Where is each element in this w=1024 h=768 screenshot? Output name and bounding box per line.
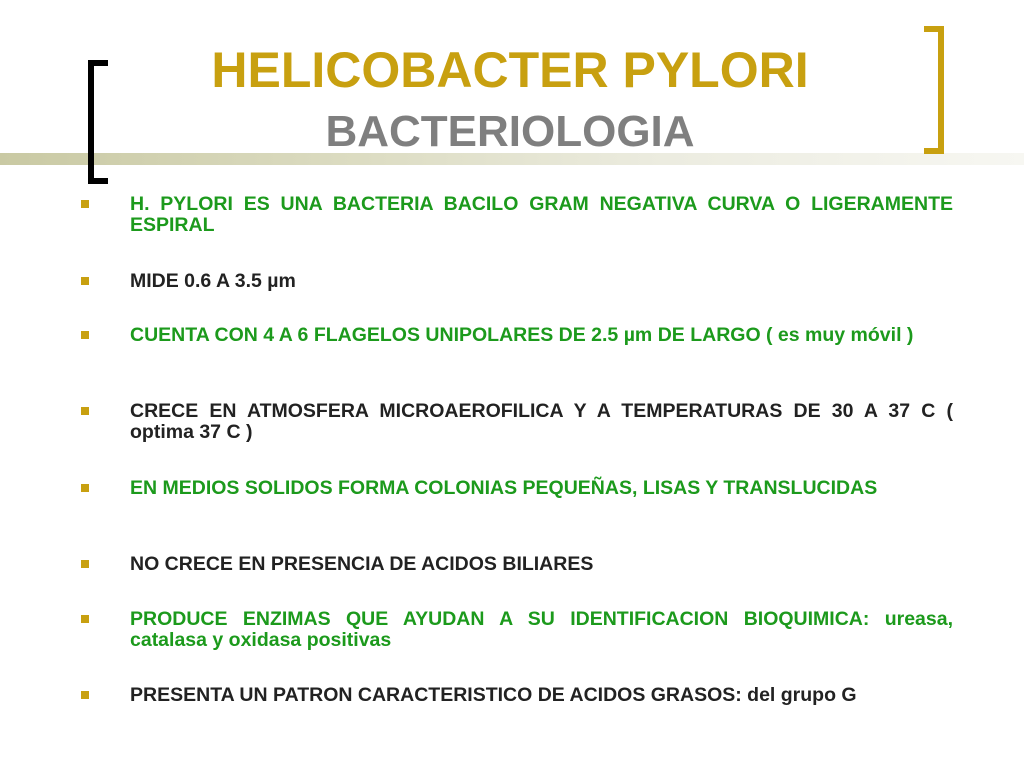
bullet-square-icon xyxy=(81,331,89,339)
bullet-text: PRODUCE ENZIMAS QUE AYUDAN A SU IDENTIFICACION BIOQUIMICA: ureasa, catalasa y oxidasa positivas xyxy=(130,608,953,651)
bullet-item-growth xyxy=(130,401,953,443)
bullet-text: H. PYLORI ES UNA BACTERIA BACILO GRAM NEGATIVA CURVA O LIGERAMENTE ESPIRAL xyxy=(130,193,953,236)
slide-title: HELICOBACTER PYLORI xyxy=(211,42,809,98)
bullet-text: PRESENTA UN PATRON CARACTERISTICO DE ACIDOS GRASOS: del grupo G xyxy=(130,684,857,706)
bullet-text: EN MEDIOS SOLIDOS FORMA COLONIAS PEQUEÑAS, LISAS Y TRANSLUCIDAS xyxy=(130,477,878,499)
bullet-square-icon xyxy=(81,560,89,568)
bullet-square-icon xyxy=(81,484,89,492)
bullet-text: CUENTA CON 4 A 6 FLAGELOS UNIPOLARES DE 2.5 µm DE LARGO ( es muy móvil ) xyxy=(130,324,914,346)
bullet-item-enzymes xyxy=(130,609,953,651)
bullet-square-icon xyxy=(81,407,89,415)
bullet-text: CRECE EN ATMOSFERA MICROAEROFILICA Y A TEMPERATURAS DE 30 A 37 C ( optima 37 C ) xyxy=(130,400,953,443)
bullet-text: NO CRECE EN PRESENCIA DE ACIDOS BILIARES xyxy=(130,553,594,575)
slide-subtitle: BACTERIOLOGIA xyxy=(325,107,695,156)
bullet-square-icon xyxy=(81,277,89,285)
bullet-square-icon xyxy=(81,691,89,699)
bullet-item-shape xyxy=(130,194,953,236)
bullet-square-icon xyxy=(81,615,89,623)
bullet-item-bile xyxy=(130,554,953,575)
bullet-item-fatty-acids xyxy=(130,685,953,706)
bullet-item-size xyxy=(130,271,953,292)
bullet-text: MIDE 0.6 A 3.5 µm xyxy=(130,270,296,292)
bullet-item-flagella xyxy=(130,325,953,346)
bullet-square-icon xyxy=(81,200,89,208)
bullet-item-colonies xyxy=(130,478,953,499)
